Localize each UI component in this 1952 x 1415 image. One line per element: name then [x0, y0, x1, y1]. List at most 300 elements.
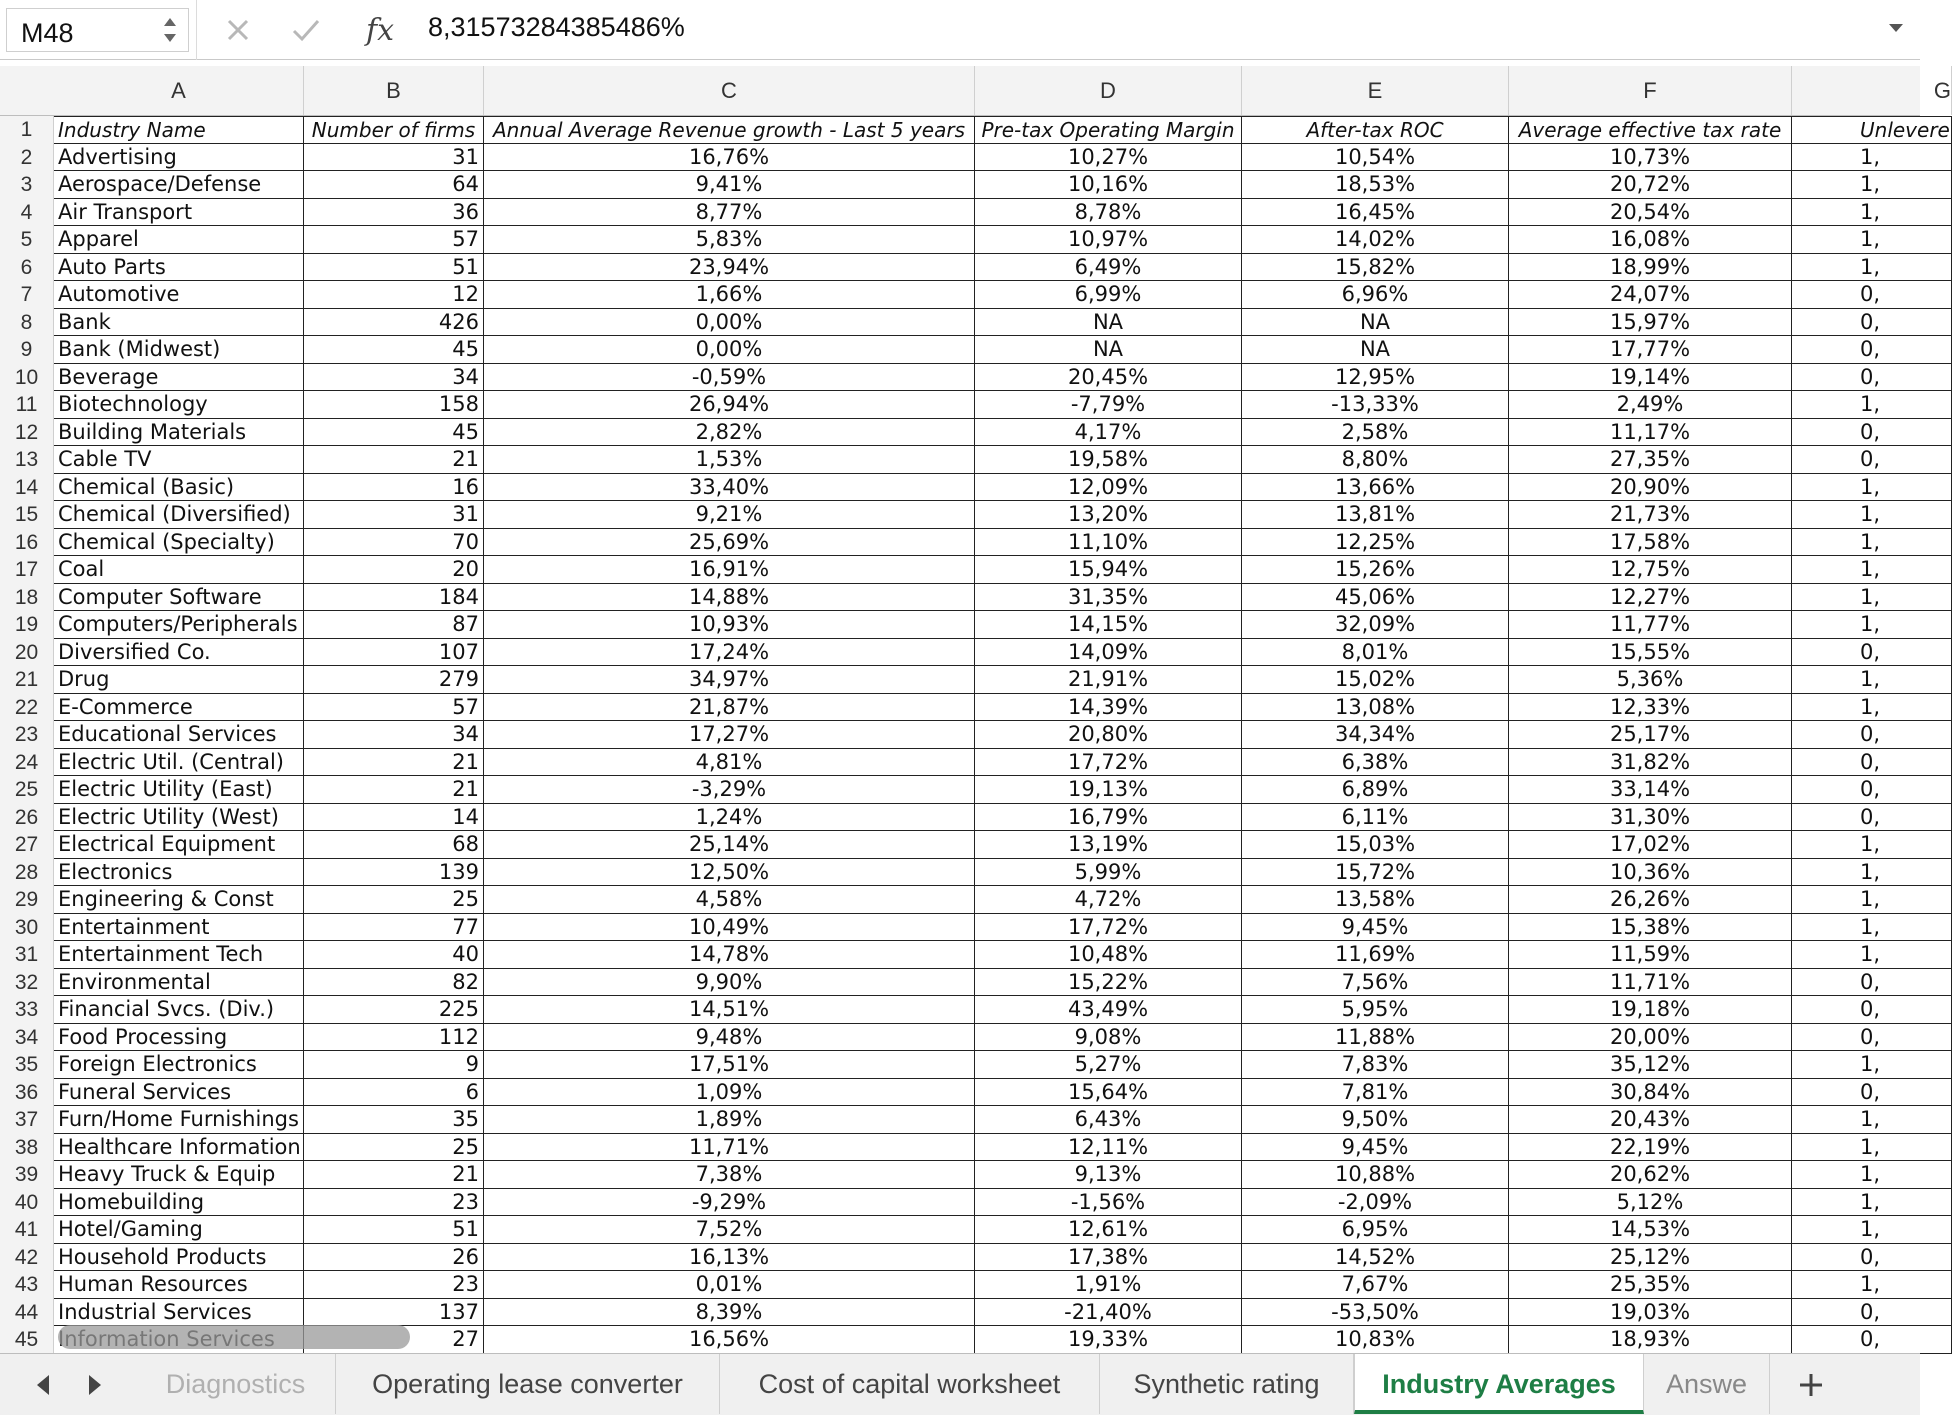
table-cell[interactable]: Chemical (Diversified) [54, 501, 304, 529]
table-cell[interactable]: Healthcare Information [54, 1134, 304, 1162]
table-cell[interactable]: Hotel/Gaming [54, 1216, 304, 1244]
table-cell[interactable]: Furn/Home Furnishings [54, 1106, 304, 1134]
table-cell[interactable]: 15,82% [1242, 254, 1509, 282]
table-cell[interactable]: 34,97% [484, 666, 975, 694]
table-cell[interactable]: 25,69% [484, 529, 975, 557]
row-header[interactable]: 4 [0, 199, 54, 227]
table-cell[interactable]: NA [1242, 336, 1509, 364]
table-cell[interactable]: 19,03% [1509, 1299, 1792, 1327]
header-cell[interactable]: Pre-tax Operating Margin [975, 116, 1242, 144]
table-cell[interactable]: 10,93% [484, 611, 975, 639]
table-cell[interactable]: NA [1242, 309, 1509, 337]
table-cell[interactable]: 8,78% [975, 199, 1242, 227]
table-cell[interactable]: 4,72% [975, 886, 1242, 914]
table-cell[interactable]: 12,33% [1509, 694, 1792, 722]
table-cell[interactable]: 0, [1792, 1299, 1952, 1327]
table-cell[interactable]: 16,91% [484, 556, 975, 584]
table-cell[interactable]: 8,01% [1242, 639, 1509, 667]
table-cell[interactable]: 12 [304, 281, 484, 309]
table-cell[interactable]: 0, [1792, 749, 1952, 777]
table-cell[interactable]: 31 [304, 501, 484, 529]
row-header[interactable]: 39 [0, 1161, 54, 1189]
table-cell[interactable]: 82 [304, 969, 484, 997]
table-cell[interactable]: 10,16% [975, 171, 1242, 199]
table-cell[interactable]: 1, [1792, 474, 1952, 502]
row-header[interactable]: 35 [0, 1051, 54, 1079]
table-cell[interactable]: 11,10% [975, 529, 1242, 557]
table-cell[interactable]: 43,49% [975, 996, 1242, 1024]
table-cell[interactable]: 9,48% [484, 1024, 975, 1052]
table-cell[interactable]: 12,95% [1242, 364, 1509, 392]
table-cell[interactable]: 9,45% [1242, 1134, 1509, 1162]
table-cell[interactable]: 0, [1792, 1244, 1952, 1272]
table-cell[interactable]: 1, [1792, 501, 1952, 529]
row-header[interactable]: 9 [0, 336, 54, 364]
table-cell[interactable]: 15,94% [975, 556, 1242, 584]
table-cell[interactable]: 19,14% [1509, 364, 1792, 392]
table-cell[interactable]: 34 [304, 721, 484, 749]
table-cell[interactable]: 10,83% [1242, 1326, 1509, 1354]
table-cell[interactable]: 87 [304, 611, 484, 639]
table-cell[interactable]: 6,96% [1242, 281, 1509, 309]
table-cell[interactable]: 1, [1792, 941, 1952, 969]
table-cell[interactable]: 137 [304, 1299, 484, 1327]
table-cell[interactable]: -2,09% [1242, 1189, 1509, 1217]
table-cell[interactable]: 10,27% [975, 144, 1242, 172]
table-cell[interactable]: 26,26% [1509, 886, 1792, 914]
row-header[interactable]: 34 [0, 1024, 54, 1052]
table-cell[interactable]: 10,36% [1509, 859, 1792, 887]
table-cell[interactable]: 31,82% [1509, 749, 1792, 777]
table-cell[interactable]: 0, [1792, 721, 1952, 749]
table-cell[interactable]: Household Products [54, 1244, 304, 1272]
table-cell[interactable]: 6,43% [975, 1106, 1242, 1134]
table-cell[interactable]: 17,58% [1509, 529, 1792, 557]
table-cell[interactable]: 1, [1792, 859, 1952, 887]
table-cell[interactable]: 2,58% [1242, 419, 1509, 447]
table-cell[interactable]: 9 [304, 1051, 484, 1079]
table-cell[interactable]: 45 [304, 419, 484, 447]
table-cell[interactable]: Educational Services [54, 721, 304, 749]
table-cell[interactable]: 1, [1792, 199, 1952, 227]
row-header[interactable]: 1 [0, 116, 54, 144]
table-cell[interactable]: 16,56% [484, 1326, 975, 1354]
header-cell[interactable]: Average effective tax rate [1509, 116, 1792, 144]
table-cell[interactable]: 4,58% [484, 886, 975, 914]
table-cell[interactable]: 25,17% [1509, 721, 1792, 749]
table-cell[interactable]: 6,38% [1242, 749, 1509, 777]
table-cell[interactable]: 15,64% [975, 1079, 1242, 1107]
table-cell[interactable]: 0, [1792, 639, 1952, 667]
table-cell[interactable]: 0,00% [484, 336, 975, 364]
header-cell[interactable]: Unlevere [1792, 116, 1952, 144]
table-cell[interactable]: 16,76% [484, 144, 975, 172]
table-cell[interactable]: 1, [1792, 666, 1952, 694]
table-cell[interactable]: 0, [1792, 309, 1952, 337]
table-cell[interactable]: Funeral Services [54, 1079, 304, 1107]
table-cell[interactable]: Entertainment Tech [54, 941, 304, 969]
table-cell[interactable]: 279 [304, 666, 484, 694]
tab-diagnostics[interactable]: Diagnostics [136, 1354, 336, 1414]
row-header[interactable]: 30 [0, 914, 54, 942]
table-cell[interactable]: 0, [1792, 1079, 1952, 1107]
table-cell[interactable]: 6 [304, 1079, 484, 1107]
table-cell[interactable]: Building Materials [54, 419, 304, 447]
row-header[interactable]: 5 [0, 226, 54, 254]
table-cell[interactable]: Biotechnology [54, 391, 304, 419]
table-cell[interactable]: 21,73% [1509, 501, 1792, 529]
row-header[interactable]: 40 [0, 1189, 54, 1217]
row-header[interactable]: 33 [0, 996, 54, 1024]
table-cell[interactable]: Advertising [54, 144, 304, 172]
row-header[interactable]: 6 [0, 254, 54, 282]
table-cell[interactable]: 112 [304, 1024, 484, 1052]
table-cell[interactable]: 14,02% [1242, 226, 1509, 254]
table-cell[interactable]: Foreign Electronics [54, 1051, 304, 1079]
table-cell[interactable]: 1, [1792, 144, 1952, 172]
table-cell[interactable]: 5,95% [1242, 996, 1509, 1024]
column-header-d[interactable]: D [975, 66, 1242, 115]
row-header[interactable]: 38 [0, 1134, 54, 1162]
name-box[interactable] [6, 8, 189, 52]
table-cell[interactable]: 20,54% [1509, 199, 1792, 227]
row-header[interactable]: 25 [0, 776, 54, 804]
table-cell[interactable]: Bank [54, 309, 304, 337]
table-cell[interactable]: 14,09% [975, 639, 1242, 667]
table-cell[interactable]: 13,81% [1242, 501, 1509, 529]
table-cell[interactable]: Food Processing [54, 1024, 304, 1052]
table-cell[interactable]: 5,99% [975, 859, 1242, 887]
table-cell[interactable]: 6,49% [975, 254, 1242, 282]
table-cell[interactable]: 57 [304, 226, 484, 254]
table-cell[interactable]: Bank (Midwest) [54, 336, 304, 364]
row-header[interactable]: 36 [0, 1079, 54, 1107]
table-cell[interactable]: 21 [304, 776, 484, 804]
row-header[interactable]: 10 [0, 364, 54, 392]
table-cell[interactable]: 21 [304, 446, 484, 474]
table-cell[interactable]: 18,53% [1242, 171, 1509, 199]
table-cell[interactable]: 17,51% [484, 1051, 975, 1079]
table-cell[interactable]: 1, [1792, 1216, 1952, 1244]
table-cell[interactable]: 1, [1792, 1271, 1952, 1299]
table-cell[interactable]: 6,99% [975, 281, 1242, 309]
table-cell[interactable]: 20 [304, 556, 484, 584]
cancel-icon[interactable] [218, 8, 258, 52]
table-cell[interactable]: 10,88% [1242, 1161, 1509, 1189]
table-cell[interactable]: 17,77% [1509, 336, 1792, 364]
table-cell[interactable]: 12,50% [484, 859, 975, 887]
row-header[interactable]: 26 [0, 804, 54, 832]
table-cell[interactable]: 1, [1792, 694, 1952, 722]
table-cell[interactable]: 10,54% [1242, 144, 1509, 172]
table-cell[interactable]: 9,08% [975, 1024, 1242, 1052]
table-cell[interactable]: 26,94% [484, 391, 975, 419]
row-header[interactable]: 28 [0, 859, 54, 887]
row-header[interactable]: 44 [0, 1299, 54, 1327]
table-cell[interactable]: 0,01% [484, 1271, 975, 1299]
table-cell[interactable]: 1, [1792, 831, 1952, 859]
table-cell[interactable]: 10,97% [975, 226, 1242, 254]
table-cell[interactable]: 17,24% [484, 639, 975, 667]
table-cell[interactable]: NA [975, 309, 1242, 337]
row-header[interactable]: 42 [0, 1244, 54, 1272]
table-cell[interactable]: 15,55% [1509, 639, 1792, 667]
row-header[interactable]: 27 [0, 831, 54, 859]
table-cell[interactable]: 25 [304, 1134, 484, 1162]
table-cell[interactable]: 15,97% [1509, 309, 1792, 337]
column-header-c[interactable]: C [484, 66, 975, 115]
table-cell[interactable]: 12,09% [975, 474, 1242, 502]
table-cell[interactable]: Electric Utility (East) [54, 776, 304, 804]
function-icon[interactable]: fx [365, 12, 395, 48]
table-cell[interactable]: 21,87% [484, 694, 975, 722]
table-cell[interactable]: 1, [1792, 556, 1952, 584]
table-cell[interactable]: 7,81% [1242, 1079, 1509, 1107]
table-cell[interactable]: 4,81% [484, 749, 975, 777]
column-header-f[interactable]: F [1509, 66, 1792, 115]
table-cell[interactable]: 35,12% [1509, 1051, 1792, 1079]
table-cell[interactable]: 16,45% [1242, 199, 1509, 227]
table-cell[interactable]: 158 [304, 391, 484, 419]
table-cell[interactable]: 9,90% [484, 969, 975, 997]
table-cell[interactable]: 16,13% [484, 1244, 975, 1272]
table-cell[interactable]: 64 [304, 171, 484, 199]
table-cell[interactable]: 11,88% [1242, 1024, 1509, 1052]
table-cell[interactable]: 16 [304, 474, 484, 502]
table-cell[interactable]: Computers/Peripherals [54, 611, 304, 639]
table-cell[interactable]: 22,19% [1509, 1134, 1792, 1162]
table-cell[interactable]: 13,66% [1242, 474, 1509, 502]
table-cell[interactable]: 16,79% [975, 804, 1242, 832]
table-cell[interactable]: 20,00% [1509, 1024, 1792, 1052]
table-cell[interactable]: 17,72% [975, 914, 1242, 942]
table-cell[interactable]: 0, [1792, 776, 1952, 804]
table-cell[interactable]: 20,80% [975, 721, 1242, 749]
name-box-stepper-icon[interactable] [160, 13, 180, 47]
table-cell[interactable]: Electric Util. (Central) [54, 749, 304, 777]
table-cell[interactable]: 19,33% [975, 1326, 1242, 1354]
table-cell[interactable]: 15,26% [1242, 556, 1509, 584]
table-cell[interactable]: 21 [304, 749, 484, 777]
table-cell[interactable]: 23,94% [484, 254, 975, 282]
table-cell[interactable]: 15,03% [1242, 831, 1509, 859]
table-cell[interactable]: 14,52% [1242, 1244, 1509, 1272]
table-cell[interactable]: 1, [1792, 584, 1952, 612]
column-header-b[interactable]: B [304, 66, 484, 115]
table-cell[interactable]: 426 [304, 309, 484, 337]
tab-answers[interactable]: Answe [1644, 1354, 1770, 1414]
table-cell[interactable]: Automotive [54, 281, 304, 309]
tab-industry-averages[interactable]: Industry Averages [1354, 1354, 1644, 1414]
table-cell[interactable]: 45,06% [1242, 584, 1509, 612]
table-cell[interactable]: 70 [304, 529, 484, 557]
table-cell[interactable]: E-Commerce [54, 694, 304, 722]
table-cell[interactable]: 23 [304, 1189, 484, 1217]
table-cell[interactable]: 5,36% [1509, 666, 1792, 694]
row-header[interactable]: 13 [0, 446, 54, 474]
table-cell[interactable]: 1, [1792, 1189, 1952, 1217]
table-cell[interactable]: 12,25% [1242, 529, 1509, 557]
table-cell[interactable]: 19,18% [1509, 996, 1792, 1024]
table-cell[interactable]: 13,58% [1242, 886, 1509, 914]
table-cell[interactable]: Industrial Services [54, 1299, 304, 1327]
table-cell[interactable]: 1,89% [484, 1106, 975, 1134]
table-cell[interactable]: 1,53% [484, 446, 975, 474]
table-cell[interactable]: 51 [304, 254, 484, 282]
table-cell[interactable]: Coal [54, 556, 304, 584]
table-cell[interactable]: Entertainment [54, 914, 304, 942]
table-cell[interactable]: Apparel [54, 226, 304, 254]
table-cell[interactable]: Cable TV [54, 446, 304, 474]
table-cell[interactable]: 10,49% [484, 914, 975, 942]
row-header[interactable]: 19 [0, 611, 54, 639]
table-cell[interactable]: 1, [1792, 1051, 1952, 1079]
table-cell[interactable]: 0, [1792, 336, 1952, 364]
header-cell[interactable]: Industry Name [54, 116, 304, 144]
table-cell[interactable]: 9,21% [484, 501, 975, 529]
row-header[interactable]: 23 [0, 721, 54, 749]
table-cell[interactable]: 27 [304, 1326, 484, 1354]
table-cell[interactable]: 1, [1792, 886, 1952, 914]
table-cell[interactable]: 1, [1792, 529, 1952, 557]
table-cell[interactable]: 15,38% [1509, 914, 1792, 942]
table-cell[interactable]: 1, [1792, 914, 1952, 942]
table-cell[interactable]: 1,66% [484, 281, 975, 309]
table-cell[interactable]: 13,20% [975, 501, 1242, 529]
table-cell[interactable]: 17,72% [975, 749, 1242, 777]
row-header[interactable]: 7 [0, 281, 54, 309]
table-cell[interactable]: 107 [304, 639, 484, 667]
row-header[interactable]: 14 [0, 474, 54, 502]
table-cell[interactable]: 68 [304, 831, 484, 859]
table-cell[interactable]: Auto Parts [54, 254, 304, 282]
table-cell[interactable]: 7,56% [1242, 969, 1509, 997]
table-cell[interactable]: 34,34% [1242, 721, 1509, 749]
table-cell[interactable]: 32,09% [1242, 611, 1509, 639]
table-cell[interactable]: 11,71% [484, 1134, 975, 1162]
table-cell[interactable]: 9,13% [975, 1161, 1242, 1189]
table-cell[interactable]: 0,00% [484, 309, 975, 337]
table-cell[interactable]: 25,14% [484, 831, 975, 859]
column-header-g[interactable]: G [1792, 66, 1952, 115]
row-header[interactable]: 16 [0, 529, 54, 557]
table-cell[interactable]: 5,83% [484, 226, 975, 254]
checkmark-icon[interactable] [286, 8, 326, 52]
row-header[interactable]: 21 [0, 666, 54, 694]
table-cell[interactable]: Computer Software [54, 584, 304, 612]
table-cell[interactable]: 31,35% [975, 584, 1242, 612]
chevron-left-icon[interactable] [28, 1368, 58, 1402]
table-cell[interactable]: 26 [304, 1244, 484, 1272]
table-cell[interactable]: 14,88% [484, 584, 975, 612]
table-cell[interactable]: 10,73% [1509, 144, 1792, 172]
table-cell[interactable]: 1, [1792, 1161, 1952, 1189]
table-cell[interactable]: 17,27% [484, 721, 975, 749]
table-cell[interactable]: 33,40% [484, 474, 975, 502]
row-header[interactable]: 12 [0, 419, 54, 447]
table-cell[interactable]: 5,27% [975, 1051, 1242, 1079]
table-cell[interactable]: 12,27% [1509, 584, 1792, 612]
row-header[interactable]: 37 [0, 1106, 54, 1134]
table-cell[interactable]: -1,56% [975, 1189, 1242, 1217]
table-cell[interactable]: 225 [304, 996, 484, 1024]
table-cell[interactable]: 14,39% [975, 694, 1242, 722]
table-cell[interactable]: Air Transport [54, 199, 304, 227]
row-header[interactable]: 32 [0, 969, 54, 997]
row-header[interactable]: 31 [0, 941, 54, 969]
table-cell[interactable]: 19,13% [975, 776, 1242, 804]
table-cell[interactable]: 0, [1792, 419, 1952, 447]
row-header[interactable]: 43 [0, 1271, 54, 1299]
table-cell[interactable]: 8,39% [484, 1299, 975, 1327]
table-cell[interactable]: Environmental [54, 969, 304, 997]
table-cell[interactable]: -7,79% [975, 391, 1242, 419]
table-cell[interactable]: Drug [54, 666, 304, 694]
table-cell[interactable]: 35 [304, 1106, 484, 1134]
table-cell[interactable]: 0, [1792, 996, 1952, 1024]
table-cell[interactable]: 11,69% [1242, 941, 1509, 969]
table-cell[interactable]: 14 [304, 804, 484, 832]
table-cell[interactable]: 184 [304, 584, 484, 612]
table-cell[interactable]: Beverage [54, 364, 304, 392]
table-cell[interactable]: 14,53% [1509, 1216, 1792, 1244]
table-cell[interactable]: 51 [304, 1216, 484, 1244]
table-cell[interactable]: 6,11% [1242, 804, 1509, 832]
row-header[interactable]: 18 [0, 584, 54, 612]
table-cell[interactable]: 1,24% [484, 804, 975, 832]
table-cell[interactable]: 9,41% [484, 171, 975, 199]
table-cell[interactable]: 31 [304, 144, 484, 172]
table-cell[interactable]: -3,29% [484, 776, 975, 804]
table-cell[interactable]: Human Resources [54, 1271, 304, 1299]
table-cell[interactable]: 15,72% [1242, 859, 1509, 887]
table-cell[interactable]: 12,75% [1509, 556, 1792, 584]
table-cell[interactable]: 57 [304, 694, 484, 722]
table-cell[interactable]: 36 [304, 199, 484, 227]
table-cell[interactable]: 8,80% [1242, 446, 1509, 474]
header-cell[interactable]: Annual Average Revenue growth - Last 5 years [484, 116, 975, 144]
formula-input[interactable]: 8,31573284385486% [428, 12, 685, 42]
tab-cost-of-capital-worksheet[interactable]: Cost of capital worksheet [720, 1354, 1100, 1414]
chevron-right-icon[interactable] [80, 1368, 110, 1402]
tab-synthetic-rating[interactable]: Synthetic rating [1100, 1354, 1354, 1414]
table-cell[interactable]: 6,89% [1242, 776, 1509, 804]
table-cell[interactable]: 33,14% [1509, 776, 1792, 804]
table-cell[interactable]: -53,50% [1242, 1299, 1509, 1327]
table-cell[interactable]: Homebuilding [54, 1189, 304, 1217]
table-cell[interactable]: 0, [1792, 1024, 1952, 1052]
table-cell[interactable]: 31,30% [1509, 804, 1792, 832]
table-cell[interactable]: 4,17% [975, 419, 1242, 447]
table-cell[interactable]: 17,02% [1509, 831, 1792, 859]
table-cell[interactable]: 1, [1792, 171, 1952, 199]
table-cell[interactable]: Electric Utility (West) [54, 804, 304, 832]
table-cell[interactable]: 7,67% [1242, 1271, 1509, 1299]
table-cell[interactable]: 7,52% [484, 1216, 975, 1244]
table-cell[interactable]: Electrical Equipment [54, 831, 304, 859]
table-cell[interactable]: Electronics [54, 859, 304, 887]
row-header[interactable]: 45 [0, 1326, 54, 1354]
table-cell[interactable]: 1, [1792, 611, 1952, 639]
table-cell[interactable]: 14,78% [484, 941, 975, 969]
table-cell[interactable]: 0, [1792, 969, 1952, 997]
table-cell[interactable]: 139 [304, 859, 484, 887]
row-header[interactable]: 15 [0, 501, 54, 529]
header-cell[interactable]: After-tax ROC [1242, 116, 1509, 144]
table-cell[interactable]: 0, [1792, 1326, 1952, 1354]
add-sheet-icon[interactable] [1790, 1364, 1832, 1406]
table-cell[interactable]: 15,02% [1242, 666, 1509, 694]
